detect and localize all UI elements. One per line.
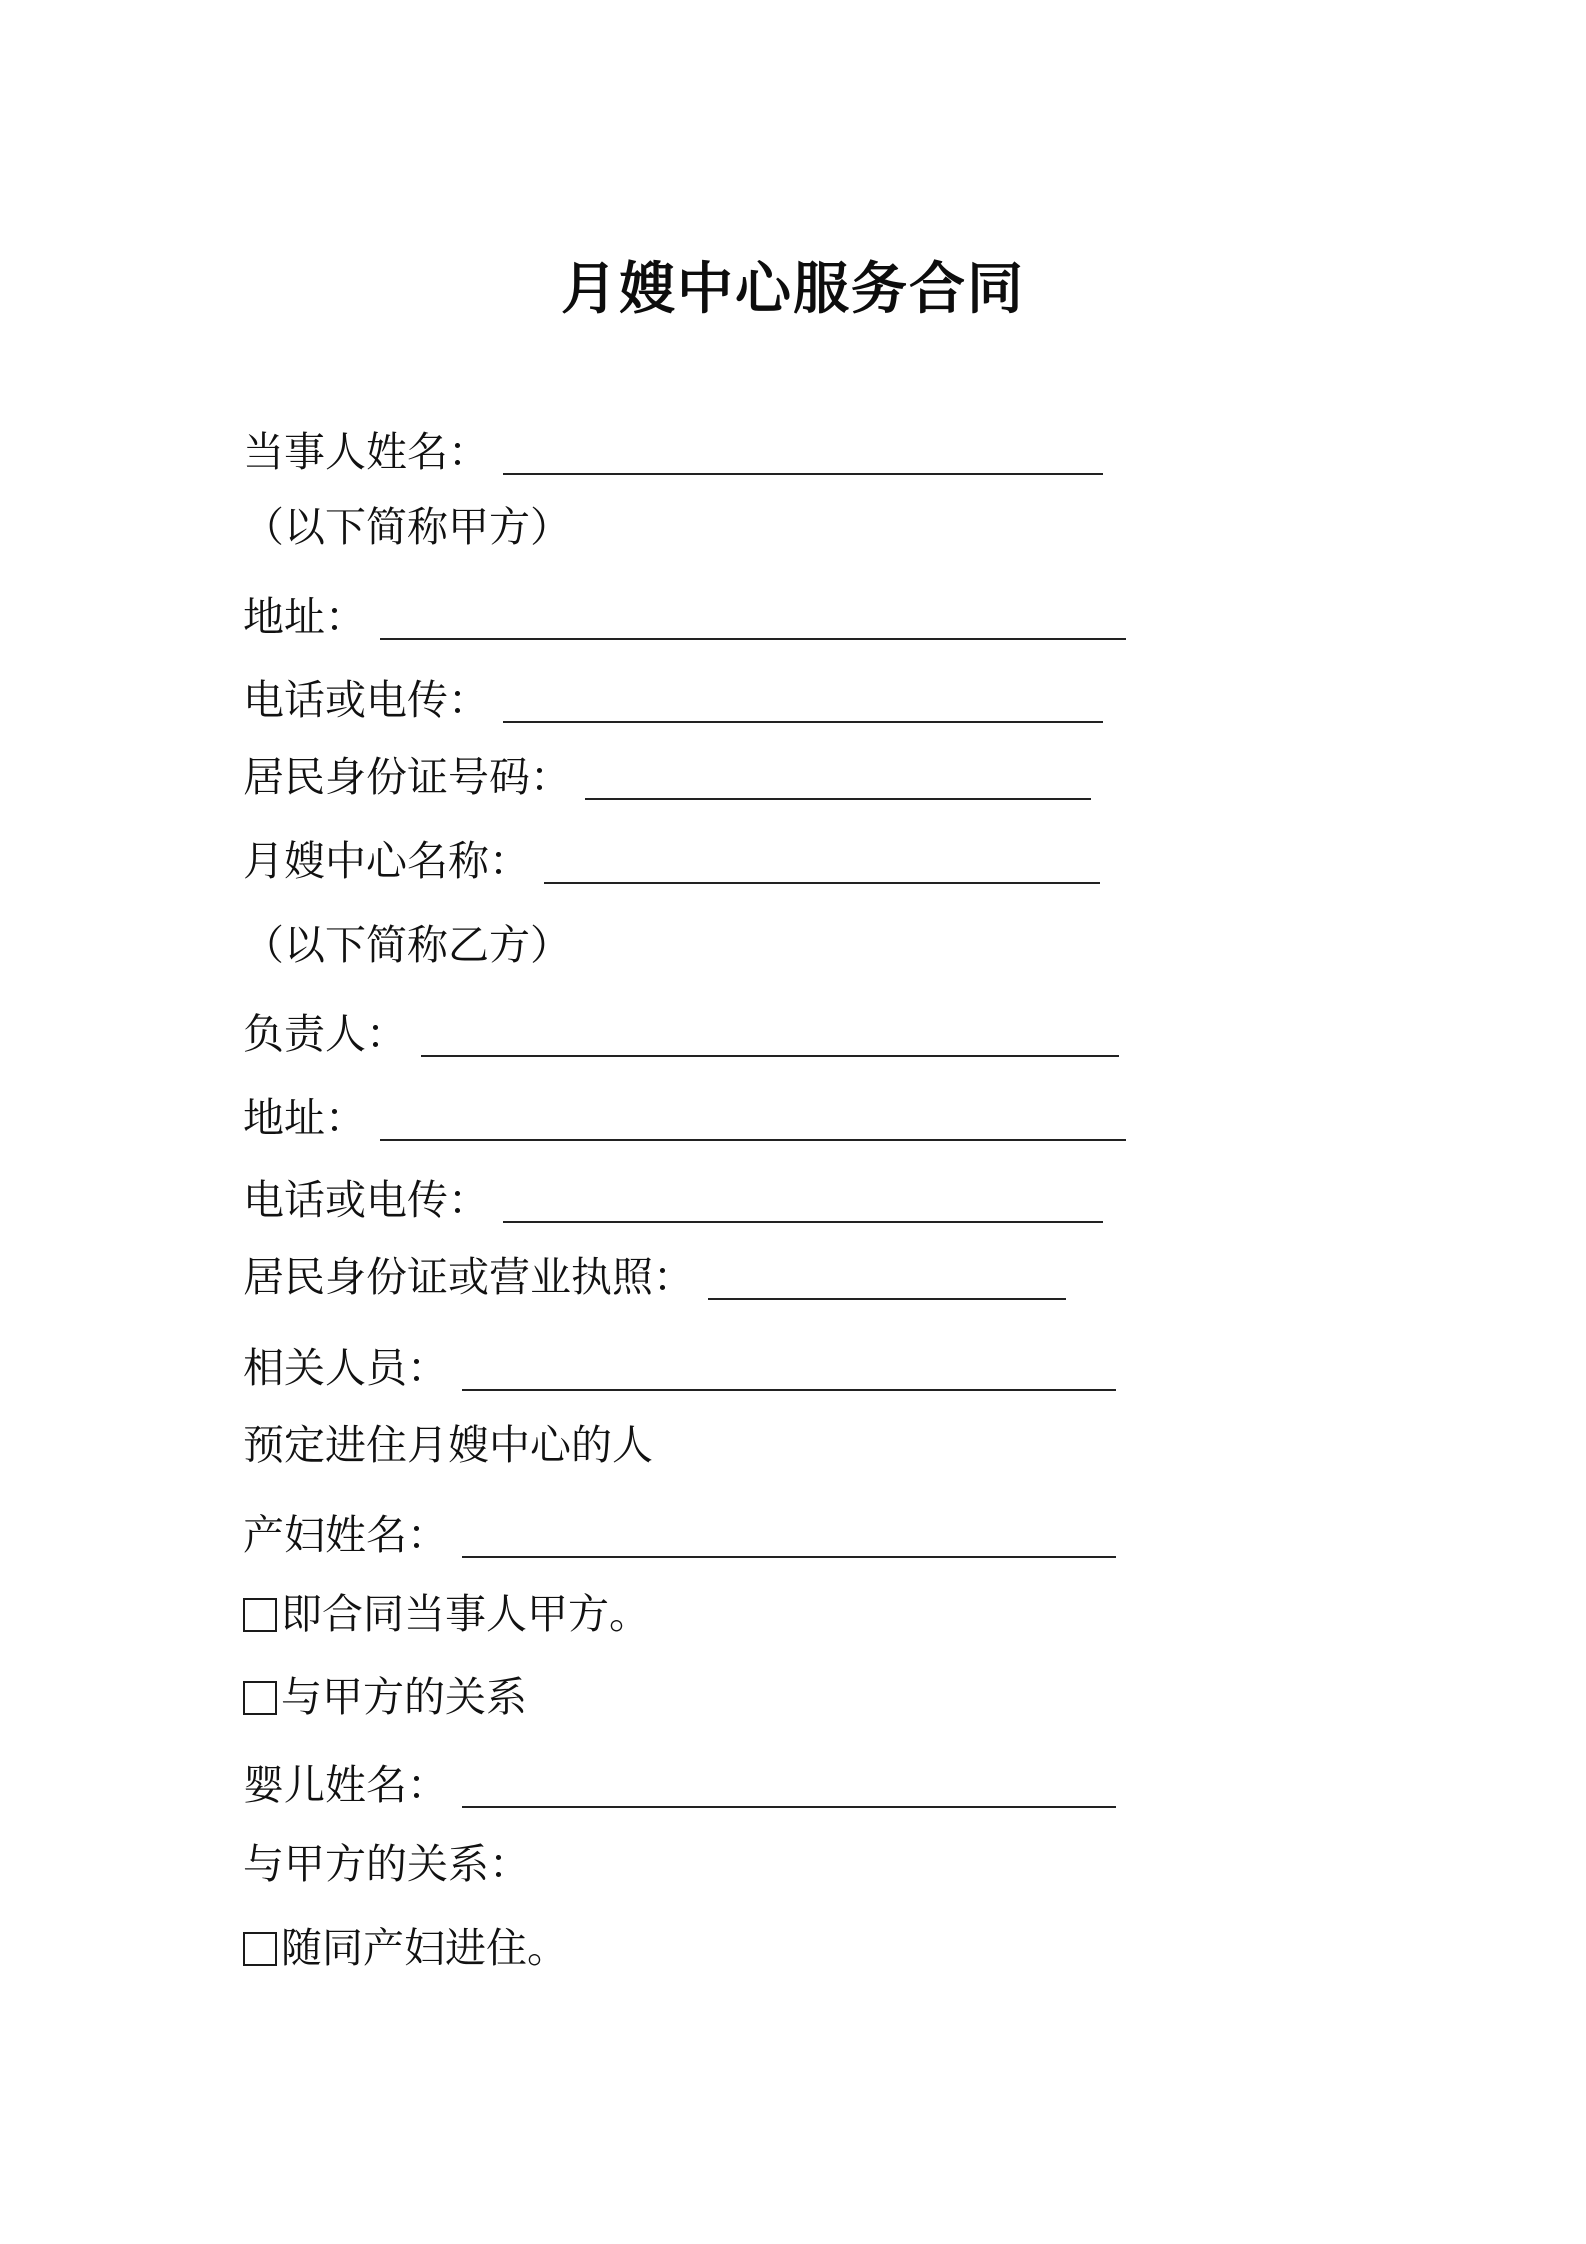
party-b-manager-label: 负责人： xyxy=(243,1010,407,1058)
party-b-name-label: 月嫂中心名称： xyxy=(243,837,530,885)
mother-name-row xyxy=(243,1505,1116,1565)
related-description xyxy=(243,1415,653,1475)
party-a-phone-field[interactable] xyxy=(503,677,1103,723)
baby-name-field[interactable] xyxy=(462,1762,1116,1808)
party-b-name-row xyxy=(243,831,1100,891)
party-a-address-row xyxy=(243,587,1126,647)
option-with-mother-row xyxy=(243,1918,568,1978)
party-a-phone-row xyxy=(243,670,1103,730)
related-persons-row xyxy=(243,1338,1116,1398)
is-party-a-checkbox[interactable] xyxy=(243,1598,277,1632)
party-b-address-field[interactable] xyxy=(380,1095,1126,1141)
related-persons-label: 相关人员： xyxy=(243,1344,448,1392)
party-b-alias xyxy=(243,915,571,975)
party-b-address-row xyxy=(243,1088,1126,1148)
party-b-name-field[interactable] xyxy=(544,838,1100,884)
baby-name-label: 婴儿姓名： xyxy=(243,1761,448,1809)
party-a-name-label: 当事人姓名： xyxy=(243,428,489,476)
party-b-alias-text: （以下简称乙方） xyxy=(243,921,571,969)
party-a-id-row xyxy=(243,747,1091,807)
related-description-text: 预定进住月嫂中心的人 xyxy=(243,1421,653,1469)
baby-relation-label: 与甲方的关系： xyxy=(243,1840,530,1888)
option-with-mother-label: 随同产妇进住。 xyxy=(281,1924,568,1972)
party-b-address-label: 地址： xyxy=(243,1094,366,1142)
party-b-phone-row xyxy=(243,1170,1103,1230)
baby-relation-row xyxy=(243,1834,530,1894)
party-a-id-label: 居民身份证号码： xyxy=(243,753,571,801)
party-b-phone-label: 电话或电传： xyxy=(243,1176,489,1224)
related-persons-field[interactable] xyxy=(462,1345,1116,1391)
mother-name-field[interactable] xyxy=(462,1512,1116,1558)
party-b-id-row xyxy=(243,1247,1066,1307)
party-b-phone-field[interactable] xyxy=(503,1177,1103,1223)
document-title: 月嫂中心服务合同 xyxy=(561,257,1025,322)
mother-name-label: 产妇姓名： xyxy=(243,1511,448,1559)
party-a-alias xyxy=(243,497,571,557)
party-b-id-field[interactable] xyxy=(708,1254,1066,1300)
option-relation-row xyxy=(243,1667,527,1727)
baby-name-row xyxy=(243,1755,1116,1815)
party-b-manager-field[interactable] xyxy=(421,1011,1119,1057)
party-a-address-field[interactable] xyxy=(380,594,1126,640)
party-a-address-label: 地址： xyxy=(243,593,366,641)
party-b-id-label: 居民身份证或营业执照： xyxy=(243,1253,694,1301)
with-mother-checkbox[interactable] xyxy=(243,1932,277,1966)
party-a-alias-text: （以下简称甲方） xyxy=(243,503,571,551)
relation-checkbox[interactable] xyxy=(243,1681,277,1715)
party-b-manager-row xyxy=(243,1004,1119,1064)
option-is-party-a-label: 即合同当事人甲方。 xyxy=(281,1590,650,1638)
party-a-name-field[interactable] xyxy=(503,429,1103,475)
party-a-id-field[interactable] xyxy=(585,754,1091,800)
option-is-party-a-row xyxy=(243,1584,650,1644)
option-relation-label: 与甲方的关系 xyxy=(281,1673,527,1721)
party-a-phone-label: 电话或电传： xyxy=(243,676,489,724)
party-a-name-row xyxy=(243,422,1103,482)
